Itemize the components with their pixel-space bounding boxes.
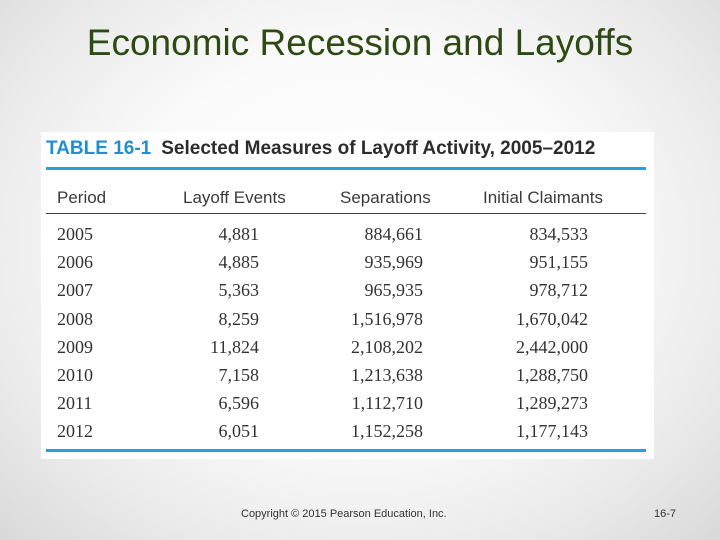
initial-claimants-cell: 978,712 — [529, 280, 588, 301]
copyright-footer: Copyright © 2015 Pearson Education, Inc. — [241, 508, 447, 520]
period-cell: 2012 — [57, 421, 93, 442]
table-row — [41, 421, 654, 449]
separations-cell: 1,213,638 — [351, 364, 423, 385]
separations-cell: 1,152,258 — [351, 421, 423, 442]
table-title: Selected Measures of Layoff Activity, 2005–2012 — [161, 138, 596, 159]
separations-cell: 884,661 — [364, 224, 423, 244]
column-header-separations: Separations — [340, 188, 431, 207]
initial-claimants-cell: 1,177,143 — [516, 421, 588, 442]
initial-claimants-cell: 1,288,750 — [516, 364, 588, 385]
period-cell: 2006 — [57, 252, 93, 273]
column-header-period: Period — [57, 188, 107, 207]
table-row — [41, 393, 654, 421]
column-header-layoff-events: Layoff Events — [183, 188, 286, 207]
layoff-events-cell: 4,881 — [218, 224, 259, 244]
table-body — [41, 224, 654, 450]
slide-title: Economic Recession and Layoffs — [86, 22, 634, 63]
separations-cell: 2,108,202 — [351, 336, 423, 357]
table-label: TABLE 16-1 — [46, 138, 152, 159]
layoff-events-cell: 11,824 — [210, 336, 259, 357]
table-row — [41, 337, 654, 365]
separations-cell: 1,112,710 — [351, 393, 423, 414]
table-header-rule — [46, 213, 646, 214]
table-row — [41, 224, 654, 252]
separations-cell: 965,935 — [364, 280, 423, 301]
table-caption — [46, 137, 595, 161]
layoff-events-cell: 6,596 — [218, 393, 259, 414]
column-header-initial-claimants: Initial Claimants — [483, 188, 603, 207]
period-cell: 2007 — [57, 280, 93, 301]
table-row — [41, 252, 654, 280]
initial-claimants-cell: 2,442,000 — [516, 336, 588, 357]
layoff-events-cell: 7,158 — [218, 364, 259, 385]
layoff-events-cell: 6,051 — [218, 421, 259, 442]
layoff-events-cell: 8,259 — [218, 308, 259, 329]
separations-cell: 935,969 — [364, 252, 423, 273]
period-cell: 2010 — [57, 364, 93, 385]
period-cell: 2005 — [57, 224, 93, 244]
initial-claimants-cell: 834,533 — [529, 224, 588, 244]
layoff-table — [41, 132, 654, 459]
separations-cell: 1,516,978 — [351, 308, 423, 329]
table-row — [41, 309, 654, 337]
initial-claimants-cell: 1,289,273 — [516, 393, 588, 414]
initial-claimants-cell: 1,670,042 — [516, 308, 588, 329]
period-cell: 2011 — [57, 393, 93, 414]
period-cell: 2009 — [57, 336, 93, 357]
table-top-rule — [46, 167, 646, 170]
table-row — [41, 365, 654, 393]
period-cell: 2008 — [57, 308, 93, 329]
initial-claimants-cell: 951,155 — [529, 252, 588, 273]
table-row — [41, 280, 654, 308]
layoff-events-cell: 5,363 — [218, 280, 259, 301]
table-bottom-rule — [46, 449, 646, 452]
layoff-events-cell: 4,885 — [218, 252, 259, 273]
page-number: 16-7 — [654, 508, 677, 520]
